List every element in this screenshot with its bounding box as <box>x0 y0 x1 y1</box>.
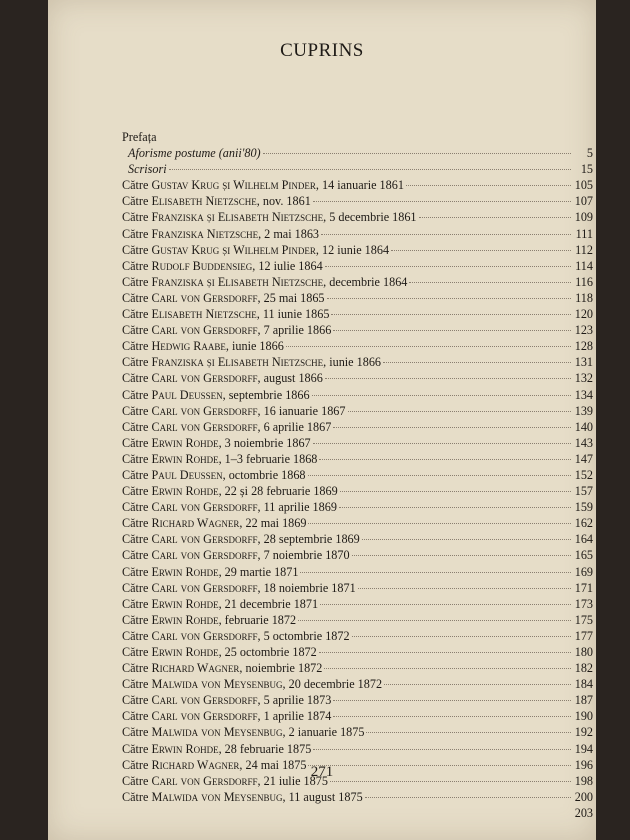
toc-entry-name: Gustav Krug și Wilhelm Pinder <box>151 178 316 193</box>
dot-leader <box>308 523 571 524</box>
toc-entry-prefix: Către <box>122 773 152 788</box>
toc-entry <box>85 644 593 660</box>
toc-entry-name: Malwida von Meysenbug <box>151 677 283 692</box>
toc-entry-date: , decembrie 1864 <box>323 274 408 289</box>
toc-entry-page: 118 <box>575 290 593 305</box>
toc-entry-date: , 25 octombrie 1872 <box>218 645 317 659</box>
toc-entry-page: 192 <box>574 725 593 740</box>
toc-entry-label <box>85 226 319 242</box>
toc-entry-page: 116 <box>575 274 593 289</box>
toc-entry-label <box>85 708 331 724</box>
toc-entry-name: Carl von Gersdorff <box>151 628 258 643</box>
toc-entry-page: 157 <box>574 484 593 499</box>
toc-entry <box>85 226 593 242</box>
dot-leader <box>320 604 571 605</box>
toc-entry <box>85 596 593 612</box>
toc-entry-date: , 24 mai 1875 <box>239 757 307 772</box>
toc-entry-name: Paul Deussen <box>151 467 223 482</box>
toc-entry-name: Erwin Rohde <box>151 451 219 466</box>
dot-leader <box>362 539 571 540</box>
toc-entry-page: 131 <box>574 355 593 370</box>
toc-entry-page: 196 <box>574 757 593 772</box>
toc-entry-date: , 11 august 1875 <box>282 789 363 804</box>
toc-entry-name: Richard Wagner <box>151 661 240 676</box>
toc-entry-label <box>85 161 167 177</box>
toc-entry-name: Carl von Gersdorff <box>151 290 258 305</box>
dot-leader <box>384 684 571 685</box>
toc-entry-date: , 1–3 februarie 1868 <box>218 451 318 466</box>
toc-entry-date: , 22 și 28 februarie 1869 <box>218 484 338 499</box>
toc-entry-label <box>85 644 317 660</box>
toc-entry <box>85 515 593 531</box>
toc-entry-date: , august 1866 <box>257 371 323 386</box>
toc-entry-label <box>85 403 346 419</box>
toc-entry-page: 143 <box>574 435 593 450</box>
dot-leader <box>298 620 571 621</box>
toc-entry-date: , 1 aprilie 1874 <box>257 709 332 724</box>
toc-entry-prefix: Către <box>122 226 152 241</box>
toc-entry <box>85 242 593 258</box>
toc-entry <box>85 660 593 676</box>
toc-entry-page: 140 <box>574 419 593 434</box>
toc-entry-label <box>85 242 389 258</box>
dot-leader <box>331 314 571 315</box>
toc-entry-prefix: Către <box>122 419 152 434</box>
toc-entry-name: Scrisori <box>128 162 167 177</box>
toc-entry <box>85 628 593 644</box>
dot-leader <box>300 572 571 573</box>
toc-entry-prefix: Către <box>122 290 152 305</box>
dot-leader <box>391 250 571 251</box>
dot-leader <box>313 201 571 202</box>
dot-leader <box>333 330 571 331</box>
toc-entry-page: 134 <box>574 387 593 402</box>
toc-entry-prefix: Către <box>122 178 152 193</box>
toc-entry-prefix: Către <box>122 661 152 676</box>
toc-entry-name: Franziska și Elisabeth Nietzsche <box>151 210 324 225</box>
toc-entry <box>85 564 593 580</box>
toc-entry-label <box>85 193 311 209</box>
page-title: CUPRINS <box>280 40 364 61</box>
toc-entry <box>85 193 593 209</box>
toc-entry-date: , februarie 1872 <box>218 612 297 627</box>
toc-entry-label <box>85 145 261 161</box>
toc-entry-label <box>85 354 381 370</box>
toc-entry-label <box>85 209 417 225</box>
toc-entry-date: , 20 decembrie 1872 <box>282 677 383 692</box>
toc-entry-date: , noiembrie 1872 <box>239 661 323 676</box>
toc-entry <box>85 724 593 740</box>
toc-entry-label <box>85 177 404 193</box>
toc-entry-date: , 3 noiembrie 1867 <box>218 435 311 450</box>
toc-entry-label <box>85 676 382 692</box>
dot-leader <box>358 588 571 589</box>
toc-entry-page: 114 <box>575 258 593 273</box>
dot-leader <box>339 507 571 508</box>
toc-entry <box>85 370 593 386</box>
toc-entry-name: Carl von Gersdorff <box>151 709 258 724</box>
toc-entry-date: , 18 noiembrie 1871 <box>257 580 356 595</box>
toc-entry-label <box>85 370 323 386</box>
toc-entry-label <box>85 306 329 322</box>
toc-entry <box>85 419 593 435</box>
dot-leader <box>333 716 571 717</box>
toc-entry-label <box>85 387 310 403</box>
toc-entry-page: 159 <box>574 500 593 515</box>
toc-entry <box>85 435 593 451</box>
toc-entry <box>85 145 593 161</box>
toc-entry-date: , 11 iunie 1865 <box>256 307 330 322</box>
dot-leader <box>324 668 571 669</box>
toc-entry <box>85 161 593 177</box>
toc-entry-label <box>85 628 350 644</box>
toc-entry-page: 5 <box>586 146 593 161</box>
toc-entry-page: 182 <box>574 661 593 676</box>
toc-entry-label <box>85 483 338 499</box>
toc-entry-label <box>85 338 284 354</box>
toc-entry-prefix: Către <box>122 580 152 595</box>
toc-entry-prefix: Către <box>122 307 152 322</box>
toc-entry-prefix: Către <box>122 451 152 466</box>
dot-leader <box>333 427 571 428</box>
toc-entry-name: Rudolf Buddensieg <box>151 258 253 273</box>
toc-entry-name: Carl von Gersdorff <box>151 371 258 386</box>
toc-entry-page: 169 <box>574 564 593 579</box>
toc-entry-name: Franziska și Elisabeth Nietzsche <box>151 355 324 370</box>
toc-entry-date: , 5 decembrie 1861 <box>323 210 417 225</box>
toc-entry-label <box>85 741 311 757</box>
toc-entry-prefix: Către <box>122 258 152 273</box>
toc-entry-name: Richard Wagner <box>151 516 240 531</box>
toc-entry <box>85 258 593 274</box>
book-page <box>48 0 596 840</box>
toc-entry-page: 184 <box>574 677 593 692</box>
toc-entry-name: Franziska și Elisabeth Nietzsche <box>151 274 324 289</box>
toc-entry-page: 105 <box>574 178 593 193</box>
toc-entry-label <box>85 724 364 740</box>
toc-entry <box>85 741 593 757</box>
toc-entry-label <box>85 435 311 451</box>
toc-entry-prefix: Către <box>122 612 152 627</box>
dot-leader <box>319 459 571 460</box>
toc-entry <box>85 451 593 467</box>
toc-entry-date: , 28 septembrie 1869 <box>257 532 360 547</box>
toc-entry-page: 107 <box>574 194 593 209</box>
toc-entry-prefix: Către <box>122 194 152 209</box>
toc-entry <box>85 403 593 419</box>
toc-entry-name: Richard Wagner <box>151 757 240 772</box>
toc-entry <box>85 483 593 499</box>
toc-entry <box>85 580 593 596</box>
dot-leader <box>313 443 571 444</box>
toc-entry <box>85 290 593 306</box>
toc-entry-label <box>85 499 337 515</box>
toc-entry-page: 171 <box>574 580 593 595</box>
toc-entry-date: , 2 mai 1863 <box>258 226 320 241</box>
toc-entry-date: , 7 aprilie 1866 <box>257 323 332 338</box>
toc-entry-prefix: Către <box>122 564 152 579</box>
toc-entry-name: Malwida von Meysenbug <box>151 725 283 740</box>
toc-entry-name: Carl von Gersdorff <box>151 548 258 563</box>
dot-leader <box>365 797 571 798</box>
toc-entry <box>85 387 593 403</box>
toc-entry-prefix: Către <box>122 242 152 257</box>
dot-leader <box>409 282 571 283</box>
toc-entry-prefix: Către <box>122 403 152 418</box>
toc-entry-name: Carl von Gersdorff <box>151 323 258 338</box>
toc-entry-page: 180 <box>574 645 593 659</box>
toc-entry <box>85 531 593 547</box>
table-of-contents <box>85 129 593 821</box>
toc-entry <box>85 612 593 628</box>
toc-entry-label <box>85 789 363 805</box>
toc-entry-date: , nov. 1861 <box>256 194 311 209</box>
toc-entry-prefix: Către <box>122 467 152 482</box>
toc-entry <box>85 354 593 370</box>
dot-leader <box>308 475 571 476</box>
toc-entry-label <box>85 322 331 338</box>
toc-entry-label <box>85 692 331 708</box>
dot-leader <box>286 346 571 347</box>
toc-entry-label <box>85 467 306 483</box>
toc-entry-prefix: Către <box>122 596 152 611</box>
toc-entry <box>85 676 593 692</box>
toc-entry-date: , 6 aprilie 1867 <box>257 419 332 434</box>
dot-leader <box>406 185 571 186</box>
toc-entry-prefix: Către <box>122 339 152 354</box>
toc-entry-name: Erwin Rohde <box>151 612 219 627</box>
toc-entry-label <box>85 419 331 435</box>
toc-entry-page: 152 <box>574 467 593 482</box>
toc-entry-label <box>85 531 360 547</box>
toc-entry-prefix: Către <box>122 677 152 692</box>
toc-entry-page: 173 <box>574 596 593 611</box>
toc-entry-label <box>85 515 306 531</box>
toc-entry-label <box>85 129 157 145</box>
dot-leader <box>352 636 571 637</box>
dot-leader <box>325 378 571 379</box>
dot-leader <box>383 362 571 363</box>
toc-entry <box>85 692 593 708</box>
toc-entry-label <box>85 451 317 467</box>
toc-entry-prefix: Către <box>122 628 152 643</box>
toc-entry-name: Carl von Gersdorff <box>151 403 258 418</box>
toc-entry-page: 132 <box>574 371 593 386</box>
toc-entry-page: 203 <box>574 805 593 820</box>
toc-entry-name: Erwin Rohde <box>151 564 219 579</box>
toc-entry-prefix: Către <box>122 645 152 659</box>
toc-entry-date: , 12 iunie 1864 <box>315 242 390 257</box>
toc-entry-date: , 25 mai 1865 <box>257 290 325 305</box>
toc-entry <box>85 789 593 805</box>
toc-entry-page: 15 <box>580 162 593 177</box>
toc-entry-date: , octombrie 1868 <box>222 467 306 482</box>
toc-entry-page: 194 <box>574 741 593 756</box>
toc-entry-prefix: Către <box>122 387 152 402</box>
toc-entry-page: 128 <box>574 339 593 354</box>
dot-leader <box>321 234 571 235</box>
toc-entry-date: , 14 ianuarie 1861 <box>315 178 404 193</box>
toc-entry-prefix: Către <box>122 323 152 338</box>
toc-entry-name: Erwin Rohde <box>151 741 219 756</box>
dot-leader <box>169 169 571 170</box>
toc-entry-name: Carl von Gersdorff <box>151 419 258 434</box>
toc-entry-date: , 21 iulie 1875 <box>257 773 328 788</box>
toc-entry <box>85 322 593 338</box>
toc-entry-page: 198 <box>574 773 593 788</box>
toc-entry-prefix: Către <box>122 709 152 724</box>
toc-entry-date: , 5 aprilie 1873 <box>257 693 332 708</box>
toc-entry-page: 112 <box>575 242 593 257</box>
toc-entry-date: , 2 ianuarie 1875 <box>282 725 365 740</box>
toc-entry-date: , iunie 1866 <box>225 339 284 354</box>
dot-leader <box>263 153 571 154</box>
dot-leader <box>340 491 571 492</box>
toc-entry <box>85 338 593 354</box>
toc-entry-label <box>85 580 356 596</box>
toc-entry-name: Elisabeth Nietzsche <box>151 307 257 322</box>
toc-entry-prefix: Către <box>122 548 152 563</box>
toc-entry-name: Carl von Gersdorff <box>151 532 258 547</box>
toc-entry-page: 147 <box>574 451 593 466</box>
toc-entry <box>85 805 593 821</box>
dot-leader <box>348 411 572 412</box>
dot-leader <box>325 266 571 267</box>
dot-leader <box>352 555 571 556</box>
toc-entry-label <box>85 547 350 563</box>
dot-leader <box>312 395 571 396</box>
toc-entry-prefix: Către <box>122 532 152 547</box>
toc-entry-page: 109 <box>574 210 593 225</box>
toc-entry-date: , 21 decembrie 1871 <box>218 596 319 611</box>
toc-entry <box>85 129 593 145</box>
dot-leader <box>366 732 571 733</box>
toc-entry-label <box>85 660 322 676</box>
toc-entry-page: 120 <box>574 307 593 322</box>
toc-entry-page: 164 <box>574 532 593 547</box>
toc-entry-page: 162 <box>574 516 593 531</box>
toc-entry-label <box>85 612 296 628</box>
toc-entry-page: 190 <box>574 709 593 724</box>
toc-entry-label <box>85 258 323 274</box>
toc-entry-prefix: Către <box>122 516 152 531</box>
toc-entry-name: Gustav Krug și Wilhelm Pinder <box>151 242 316 257</box>
toc-entry <box>85 499 593 515</box>
toc-entry-prefix: Către <box>122 789 152 804</box>
toc-entry-prefix: Către <box>122 757 152 772</box>
page-number: 271 <box>310 764 334 780</box>
dot-leader <box>419 217 571 218</box>
toc-entry-name: Franziska Nietzsche <box>151 226 259 241</box>
toc-entry-date: , 7 noiembrie 1870 <box>257 548 350 563</box>
toc-entry-page: 139 <box>574 403 593 418</box>
toc-entry <box>85 467 593 483</box>
toc-entry <box>85 274 593 290</box>
toc-entry-name: Malwida von Meysenbug <box>151 789 283 804</box>
toc-entry-name: Carl von Gersdorff <box>151 693 258 708</box>
toc-entry-page: 200 <box>574 789 593 804</box>
toc-entry-date: , 29 martie 1871 <box>218 564 299 579</box>
toc-entry-name: Prefața <box>122 130 157 144</box>
toc-entry-date: , 28 februarie 1875 <box>218 741 312 756</box>
toc-entry-label <box>85 274 407 290</box>
toc-entry-prefix: Către <box>122 435 152 450</box>
toc-entry-prefix: Către <box>122 210 152 225</box>
dot-leader <box>333 700 571 701</box>
toc-entry-date: , 11 aprilie 1869 <box>257 500 337 515</box>
toc-entry-date: , 16 ianuarie 1867 <box>257 403 346 418</box>
toc-entry-prefix: Către <box>122 693 152 708</box>
toc-entry-date: , septembrie 1866 <box>222 387 310 402</box>
toc-entry-page: 187 <box>574 693 593 708</box>
toc-entry-name: Paul Deussen <box>151 387 223 402</box>
toc-entry-name: Erwin Rohde <box>151 645 219 659</box>
toc-entry <box>85 209 593 225</box>
toc-entry-name: Elisabeth Nietzsche <box>151 194 257 209</box>
toc-entry <box>85 306 593 322</box>
toc-entry-label <box>85 290 325 306</box>
toc-entry-date: , iunie 1866 <box>323 355 382 370</box>
toc-entry-page: 111 <box>575 226 593 241</box>
toc-entry-label <box>85 564 298 580</box>
dot-leader <box>327 298 571 299</box>
toc-entry-prefix: Către <box>122 725 152 740</box>
toc-entry-name: Erwin Rohde <box>151 484 219 499</box>
toc-entry-name: Hedwig Raabe <box>151 339 226 354</box>
toc-entry-prefix: Către <box>122 274 152 289</box>
toc-entry <box>85 708 593 724</box>
toc-entry-date: , 12 iulie 1864 <box>252 258 323 273</box>
toc-entry-prefix: Către <box>122 371 152 386</box>
toc-entry <box>85 547 593 563</box>
toc-entry-prefix: Către <box>122 355 152 370</box>
toc-entry-name: Erwin Rohde <box>151 435 219 450</box>
toc-entry-prefix: Către <box>122 484 152 499</box>
toc-entry-name: Carl von Gersdorff <box>151 773 258 788</box>
toc-entry-name: Carl von Gersdorff <box>151 500 258 515</box>
dot-leader <box>319 652 571 653</box>
toc-entry-name: Erwin Rohde <box>151 596 219 611</box>
toc-entry-date: , 22 mai 1869 <box>239 516 307 531</box>
toc-entry-prefix: Către <box>122 741 152 756</box>
dot-leader <box>313 749 571 750</box>
toc-entry-page: 177 <box>574 628 593 643</box>
toc-entry-date: , 5 octombrie 1872 <box>257 628 350 643</box>
toc-entry-name: Aforisme postume (anii'80) <box>128 146 261 161</box>
toc-entry-page: 123 <box>574 323 593 338</box>
toc-entry-page: 165 <box>574 548 593 563</box>
toc-entry-name: Carl von Gersdorff <box>151 580 258 595</box>
toc-entry-page: 175 <box>574 612 593 627</box>
toc-entry-label <box>85 596 318 612</box>
toc-entry <box>85 177 593 193</box>
toc-entry-prefix: Către <box>122 500 152 515</box>
